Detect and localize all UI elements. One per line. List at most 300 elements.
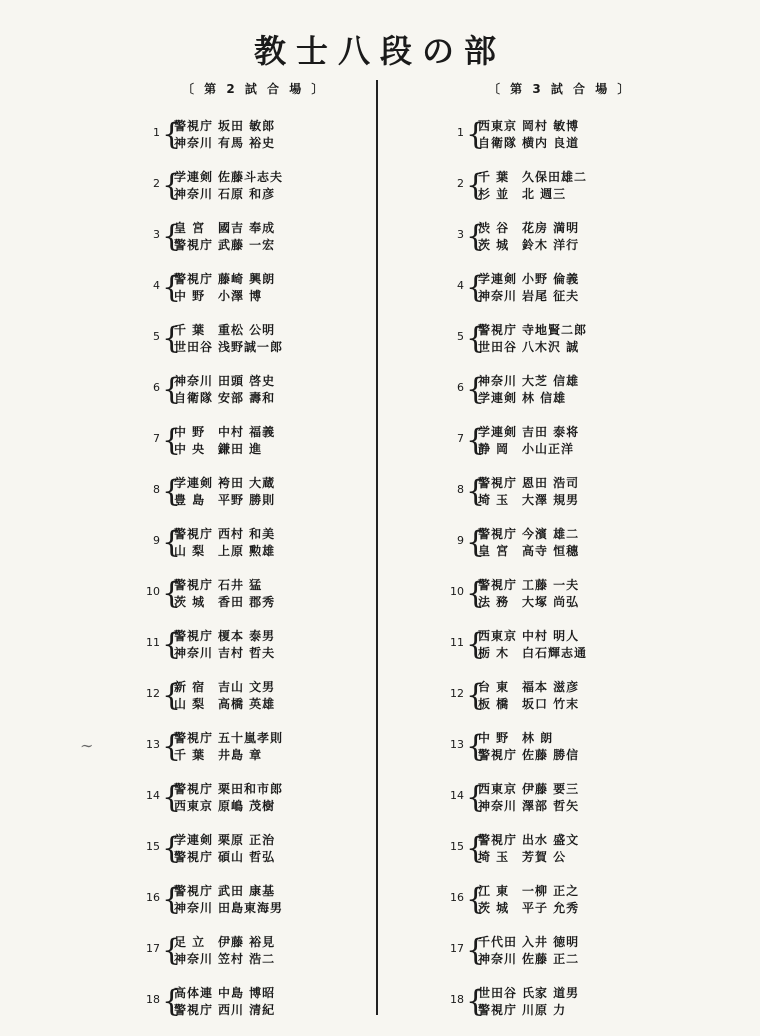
competitor-a [478,985,602,1002]
match-entry [444,322,614,373]
brace-mark: { [466,474,486,509]
match-number: 17 [450,942,464,955]
match-entry [444,271,614,322]
competitor-name: 寺地賢二郎 [522,323,588,337]
match-entry [140,628,310,679]
competitor-b [478,747,602,764]
competitor-name: 田島東海男 [218,901,284,915]
match-entry [140,118,310,169]
match-entry [140,322,310,373]
brace-mark: { [466,321,486,356]
brace-mark: { [466,729,486,764]
competitor-a [174,577,298,594]
competitor-name: 平子 允秀 [522,901,580,915]
competitor-b [478,492,602,509]
competitor-org: 警視庁 [478,527,518,541]
competitor-b [174,645,298,662]
competitor-org: 警視庁 [174,527,214,541]
match-number: 17 [146,942,160,955]
competitor-name: 白石輝志通 [522,646,588,660]
competitor-a [174,322,298,339]
competitor-org: 西東京 [174,799,214,813]
competitor-name: 佐藤 正二 [522,952,580,966]
competitor-org: 千 葉 [174,323,206,337]
brace-mark: { [162,423,182,458]
competitor-b [174,186,298,203]
match-number: 1 [153,126,160,139]
competitor-b [478,339,602,356]
left-column-header: 〔 第 2 試 合 場 〕 [182,82,327,96]
competitor-a [478,526,602,543]
competitor-org: 皇 宮 [174,221,206,235]
competitor-org: 千 葉 [174,748,206,762]
competitor-b [174,1002,298,1019]
brace-mark: { [466,576,486,611]
brace-mark: { [162,831,182,866]
competitor-a [174,730,298,747]
competitor-org: 杉 並 [478,187,510,201]
competitor-org: 警視庁 [174,578,214,592]
match-number: 9 [153,534,160,547]
competitor-a [174,679,298,696]
competitor-name: 安部 壽和 [218,391,276,405]
competitor-b [478,645,602,662]
competitor-org: 埼 玉 [478,493,510,507]
competitor-org: 中 野 [478,731,510,745]
competitor-name: 川原 力 [522,1003,567,1017]
competitor-name: 林 信雄 [522,391,567,405]
competitor-name: 栗原 正治 [218,833,276,847]
brace-mark: { [162,270,182,305]
competitor-name: 平野 勝則 [218,493,276,507]
brace-mark: { [466,525,486,560]
competitor-b [478,900,602,917]
competitor-org: 警視庁 [478,833,518,847]
competitor-b [174,849,298,866]
competitor-b [478,237,602,254]
competitor-name: 澤部 哲矢 [522,799,580,813]
competitor-name: 小山正洋 [522,442,575,456]
competitor-b [174,543,298,560]
brace-mark: { [466,882,486,917]
competitor-org: 千代田 [478,935,518,949]
match-entry [444,679,614,730]
brace-mark: { [466,117,486,152]
match-entry [140,883,310,934]
match-number: 8 [457,483,464,496]
competitor-a [478,424,602,441]
brace-mark: { [162,117,182,152]
competitor-name: 岩尾 征夫 [522,289,580,303]
brace-mark: { [162,933,182,968]
competitor-name: 石井 猛 [218,578,263,592]
competitor-name: 岡村 敏博 [522,119,580,133]
brace-mark: { [466,270,486,305]
competitor-org: 神奈川 [174,901,214,915]
competitor-b [174,237,298,254]
competitor-name: 吉田 泰将 [522,425,580,439]
competitor-name: 入井 徳明 [522,935,580,949]
competitor-org: 栃 木 [478,646,510,660]
match-number: 11 [450,636,464,649]
competitor-name: 佐藤斗志夫 [218,170,284,184]
match-entry [140,475,310,526]
competitor-org: 千 葉 [478,170,510,184]
competitor-org: 警視庁 [478,748,518,762]
competitor-org: 高体連 [174,986,214,1000]
competitor-a [174,526,298,543]
margin-mark: ∼ [80,736,94,755]
match-entry [444,832,614,883]
match-number: 18 [146,993,160,1006]
competitor-b [478,696,602,713]
brace-mark: { [162,780,182,815]
match-entry [140,577,310,628]
competitor-org: 警視庁 [174,782,214,796]
match-number: 8 [153,483,160,496]
match-number: 1 [457,126,464,139]
competitor-name: 碩山 哲弘 [218,850,276,864]
competitor-a [174,373,298,390]
competitor-org: 神奈川 [478,289,518,303]
competitor-a [174,271,298,288]
match-number: 5 [153,330,160,343]
competitor-a [478,628,602,645]
competitor-b [478,594,602,611]
match-number: 4 [457,279,464,292]
match-entry [140,781,310,832]
competitor-org: 世田谷 [478,340,518,354]
column-divider [376,80,378,1015]
competitor-org: 台 東 [478,680,510,694]
competitor-name: 芳賀 公 [522,850,567,864]
competitor-org: 自衛隊 [174,391,214,405]
competitor-b [174,390,298,407]
brace-mark: { [162,168,182,203]
match-number: 6 [153,381,160,394]
right-match-list [444,118,614,1036]
competitor-org: 山 梨 [174,697,206,711]
match-number: 13 [146,738,160,751]
competitor-name: 中村 福義 [218,425,276,439]
competitor-name: 上原 勲雄 [218,544,276,558]
competitor-name: 高橋 英雄 [218,697,276,711]
competitor-name: 高寺 恒穗 [522,544,580,558]
competitor-org: 神奈川 [174,136,214,150]
competitor-a [478,169,602,186]
competitor-org: 学連剣 [174,170,214,184]
competitor-name: 恩田 浩司 [522,476,580,490]
competitor-org: 神奈川 [478,952,518,966]
competitor-name: 今濱 雄二 [522,527,580,541]
match-entry [444,373,614,424]
competitor-org: 神奈川 [174,646,214,660]
competitor-a [174,985,298,1002]
competitor-org: 板 橋 [478,697,510,711]
match-entry [140,985,310,1036]
competitor-a [478,934,602,951]
match-entry [444,577,614,628]
brace-mark: { [466,780,486,815]
competitor-org: 学連剣 [174,833,214,847]
competitor-name: 西川 清紀 [218,1003,276,1017]
competitor-name: 榎本 泰男 [218,629,276,643]
competitor-name: 一柳 正之 [522,884,580,898]
competitor-name: 香田 郡秀 [218,595,276,609]
competitor-org: 神奈川 [174,187,214,201]
match-number: 12 [450,687,464,700]
competitor-name: 西村 和美 [218,527,276,541]
competitor-name: 小野 倫義 [522,272,580,286]
match-entry [140,169,310,220]
competitor-name: 花房 満明 [522,221,580,235]
competitor-name: 藤崎 興朗 [218,272,276,286]
match-number: 2 [153,177,160,190]
competitor-a [174,169,298,186]
competitor-org: 警視庁 [174,884,214,898]
competitor-name: 出水 盛文 [522,833,580,847]
competitor-a [174,424,298,441]
competitor-org: 茨 城 [478,238,510,252]
competitor-name: 福本 滋彦 [522,680,580,694]
brace-mark: { [162,576,182,611]
competitor-org: 学連剣 [174,476,214,490]
competitor-name: 伊藤 要三 [522,782,580,796]
competitor-b [478,288,602,305]
match-entry [140,271,310,322]
competitor-name: 國吉 奉成 [218,221,276,235]
competitor-a [174,628,298,645]
competitor-org: 埼 玉 [478,850,510,864]
brace-mark: { [466,933,486,968]
competitor-name: 北 週三 [522,187,567,201]
match-entry [140,526,310,577]
brace-mark: { [162,372,182,407]
competitor-org: 静 岡 [478,442,510,456]
competitor-a [478,730,602,747]
match-number: 9 [457,534,464,547]
match-entry [140,679,310,730]
match-entry [444,730,614,781]
competitor-b [478,543,602,560]
competitor-org: 警視庁 [478,323,518,337]
competitor-org: 皇 宮 [478,544,510,558]
match-entry [444,628,614,679]
competitor-org: 警視庁 [478,1003,518,1017]
brace-mark: { [162,678,182,713]
competitor-name: 鈴木 洋行 [522,238,580,252]
brace-mark: { [162,729,182,764]
competitor-a [478,220,602,237]
competitor-org: 自衛隊 [478,136,518,150]
competitor-name: 八木沢 誠 [522,340,580,354]
competitor-org: 神奈川 [478,374,518,388]
match-entry [140,424,310,475]
competitor-name: 栗田和市郎 [218,782,284,796]
competitor-org: 警視庁 [478,578,518,592]
competitor-org: 警視庁 [174,850,214,864]
competitor-name: 浅野誠一郎 [218,340,284,354]
competitor-a [174,934,298,951]
brace-mark: { [162,219,182,254]
competitor-org: 西東京 [478,119,518,133]
competitor-org: 山 梨 [174,544,206,558]
competitor-a [174,220,298,237]
competitor-org: 中 野 [174,425,206,439]
competitor-b [174,288,298,305]
competitor-name: 坂田 敏郎 [218,119,276,133]
competitor-name: 吉村 哲夫 [218,646,276,660]
competitor-b [174,747,298,764]
competitor-name: 大塚 尚弘 [522,595,580,609]
match-entry [444,475,614,526]
match-number: 12 [146,687,160,700]
brace-mark: { [162,882,182,917]
competitor-b [478,951,602,968]
competitor-name: 武田 康基 [218,884,276,898]
competitor-org: 警視庁 [174,629,214,643]
brace-mark: { [466,372,486,407]
competitor-b [174,441,298,458]
competitor-org: 新 宿 [174,680,206,694]
brace-mark: { [162,627,182,662]
competitor-org: 警視庁 [174,731,214,745]
competitor-name: 中島 博昭 [218,986,276,1000]
competitor-org: 西東京 [478,782,518,796]
competitor-org: 学連剣 [478,391,518,405]
competitor-name: 吉山 文男 [218,680,276,694]
competitor-a [174,832,298,849]
competitor-org: 神奈川 [478,799,518,813]
competitor-org: 豊 島 [174,493,206,507]
match-entry [444,985,614,1036]
match-entry [140,832,310,883]
brace-mark: { [162,321,182,356]
match-number: 7 [153,432,160,445]
competitor-org: 江 東 [478,884,510,898]
match-number: 3 [457,228,464,241]
competitor-a [478,679,602,696]
competitor-name: 大澤 規男 [522,493,580,507]
competitor-a [174,883,298,900]
brace-mark: { [162,474,182,509]
competitor-b [174,135,298,152]
competitor-b [478,441,602,458]
match-number: 14 [450,789,464,802]
page-title: 教士八段の部 [253,32,506,70]
match-entry [444,118,614,169]
competitor-name: 坂口 竹末 [522,697,580,711]
match-number: 16 [146,891,160,904]
competitor-org: 世田谷 [174,340,214,354]
competitor-a [478,883,602,900]
competitor-org: 神奈川 [174,952,214,966]
competitor-name: 伊藤 裕見 [218,935,276,949]
competitor-name: 工藤 一夫 [522,578,580,592]
competitor-a [478,118,602,135]
brace-mark: { [466,678,486,713]
match-number: 10 [146,585,160,598]
competitor-org: 神奈川 [174,374,214,388]
competitor-org: 渋 谷 [478,221,510,235]
match-entry [444,169,614,220]
competitor-a [478,322,602,339]
competitor-org: 警視庁 [174,119,214,133]
competitor-b [478,1002,602,1019]
match-entry [444,781,614,832]
competitor-a [478,373,602,390]
competitor-name: 石原 和彦 [218,187,276,201]
competitor-a [174,118,298,135]
match-number: 3 [153,228,160,241]
right-column-header: 〔 第 3 試 合 場 〕 [488,82,633,96]
match-entry [140,730,310,781]
competitor-name: 有馬 裕史 [218,136,276,150]
competitor-a [478,781,602,798]
competitor-org: 世田谷 [478,986,518,1000]
match-number: 5 [457,330,464,343]
competitor-b [174,339,298,356]
competitor-org: 警視庁 [174,1003,214,1017]
competitor-org: 警視庁 [478,476,518,490]
competitor-name: 林 朗 [522,731,554,745]
competitor-org: 茨 城 [478,901,510,915]
match-number: 2 [457,177,464,190]
competitor-name: 小澤 博 [218,289,263,303]
brace-mark: { [162,984,182,1019]
competitor-name: 田頭 啓史 [218,374,276,388]
competitor-b [478,186,602,203]
brace-mark: { [466,984,486,1019]
brace-mark: { [466,831,486,866]
match-entry [444,883,614,934]
competitor-name: 原嶋 茂樹 [218,799,276,813]
competitor-org: 警視庁 [174,238,214,252]
competitor-a [174,475,298,492]
match-entry [140,220,310,271]
match-number: 13 [450,738,464,751]
competitor-name: 五十嵐孝則 [218,731,284,745]
competitor-name: 鎌田 進 [218,442,263,456]
competitor-b [174,492,298,509]
competitor-name: 久保田雄二 [522,170,588,184]
competitor-a [478,577,602,594]
competitor-name: 氏家 道男 [522,986,580,1000]
competitor-b [174,951,298,968]
match-entry [444,526,614,577]
match-number: 11 [146,636,160,649]
competitor-org: 足 立 [174,935,206,949]
match-entry [444,220,614,271]
match-number: 7 [457,432,464,445]
competitor-org: 法 務 [478,595,510,609]
competitor-b [478,798,602,815]
match-number: 10 [450,585,464,598]
brace-mark: { [466,219,486,254]
competitor-org: 学連剣 [478,425,518,439]
brace-mark: { [466,423,486,458]
match-number: 6 [457,381,464,394]
competitor-name: 中村 明人 [522,629,580,643]
match-entry [444,934,614,985]
competitor-name: 佐藤 勝信 [522,748,580,762]
match-number: 4 [153,279,160,292]
match-entry [140,373,310,424]
competitor-a [478,832,602,849]
match-number: 15 [146,840,160,853]
competitor-name: 笠村 浩二 [218,952,276,966]
competitor-a [478,475,602,492]
